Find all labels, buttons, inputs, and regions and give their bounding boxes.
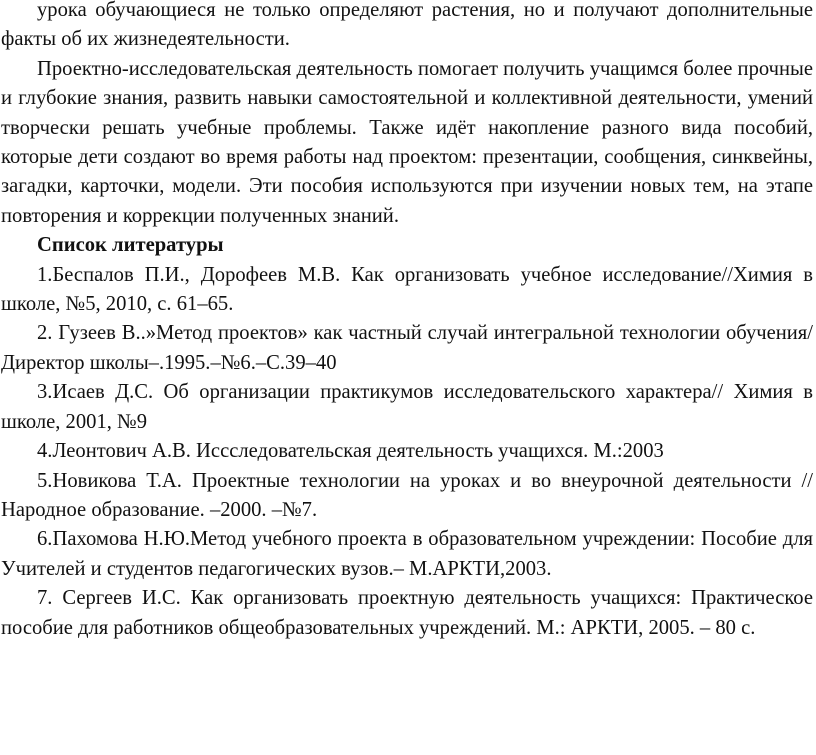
paragraph-project-research: Проектно-исследовательская деятельность помогает получить учащимся более прочные и глубокие знания, развить навыки самостоятельной и коллективной деятельности, умений творчески решать учебные проблемы. Также идёт накопление разного вида пособий, которые дети создают во время работы над проектом: презентации, сообщения, синквейны, загадки, карточки, модели. Эти пособия используются при изучении новых тем, на этапе повторения и коррекции полученных знаний. bbox=[1, 57, 813, 227]
references-list bbox=[1, 261, 813, 643]
document-page bbox=[1, 0, 813, 643]
reference-item: 5.Новикова Т.А. Проектные технологии на уроках и во внеурочной деятельности // Народное образование. –2000. –№7. bbox=[1, 469, 813, 521]
references-heading: Список литературы bbox=[37, 234, 224, 257]
reference-item: 2. Гузеев В..»Метод проектов» как частный случай интегральной технологии обучения/Директор школы–.1995.–№6.–С.39–40 bbox=[1, 322, 813, 374]
paragraph-continuation: урока обучающиеся не только определяют растения, но и получают дополнительные факты об их жизнедеятельности. bbox=[1, 0, 813, 51]
reference-item: 4.Леонтович А.В. Иссследовательская деятельность учащихся. М.:2003 bbox=[37, 440, 664, 463]
reference-item: 7. Сергеев И.С. Как организовать проектную деятельность учащихся: Практическое пособие для работников общеобразовательных учреждений. М.: АРКТИ, 2005. – 80 с. bbox=[1, 587, 813, 639]
reference-item: 6.Пахомова Н.Ю.Метод учебного проекта в образовательном учреждении: Пособие для Учителей и студентов педагогических вузов.– М.АРКТИ,2003. bbox=[1, 528, 813, 580]
reference-item: 3.Исаев Д.С. Об организации практикумов исследовательского характера// Химия в школе, 2001, №9 bbox=[1, 381, 813, 433]
reference-item: 1.Беспалов П.И., Дорофеев М.В. Как организовать учебное исследование//Химия в школе, №5, 2010, с. 61–65. bbox=[1, 263, 813, 316]
